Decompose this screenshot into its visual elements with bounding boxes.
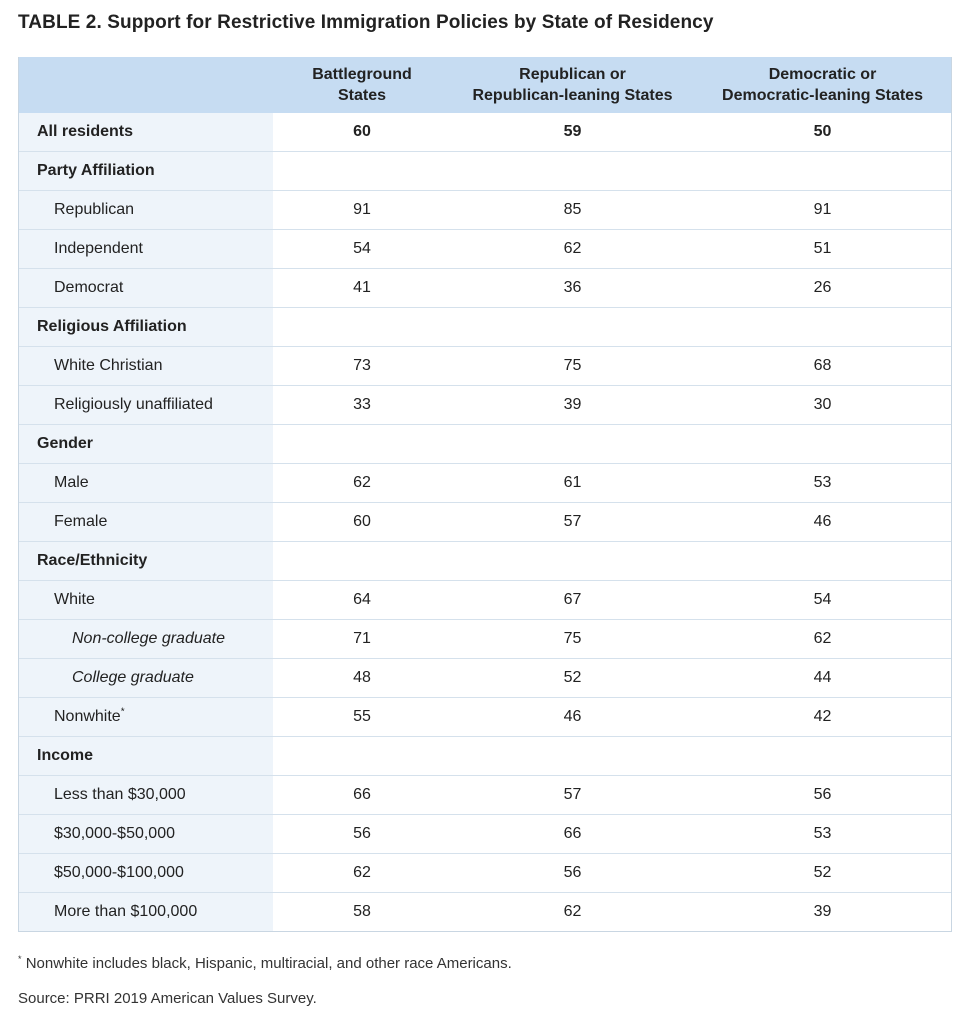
value-cell bbox=[273, 308, 451, 347]
value-cell bbox=[451, 152, 694, 191]
row-label-text: Religious Affiliation bbox=[37, 318, 187, 335]
value-cell: 60 bbox=[273, 113, 451, 152]
value-cell: 62 bbox=[273, 464, 451, 503]
value-cell: 36 bbox=[451, 269, 694, 308]
value-cell: 64 bbox=[273, 581, 451, 620]
value-cell: 85 bbox=[451, 191, 694, 230]
row-label-text: Non-college graduate bbox=[72, 630, 225, 647]
value-cell: 75 bbox=[451, 620, 694, 659]
row-label bbox=[19, 230, 273, 269]
row-label bbox=[19, 113, 273, 152]
row-label-text: Republican bbox=[54, 201, 135, 218]
row-label-text: Gender bbox=[37, 435, 94, 452]
row-label-text: $30,000-$50,000 bbox=[54, 825, 175, 842]
value-cell: 60 bbox=[273, 503, 451, 542]
value-cell: 62 bbox=[273, 854, 451, 893]
row-label-text: Democrat bbox=[54, 279, 124, 296]
row-label bbox=[19, 737, 273, 776]
row-label bbox=[19, 503, 273, 542]
table-row bbox=[19, 503, 951, 542]
value-cell: 44 bbox=[694, 659, 951, 698]
value-cell: 26 bbox=[694, 269, 951, 308]
value-cell: 46 bbox=[694, 503, 951, 542]
value-cell: 62 bbox=[451, 230, 694, 269]
table-row bbox=[19, 152, 951, 191]
row-label bbox=[19, 776, 273, 815]
table-row bbox=[19, 581, 951, 620]
value-cell: 46 bbox=[451, 698, 694, 737]
row-label-text: Party Affiliation bbox=[37, 162, 155, 179]
column-header-line: Democratic-leaning States bbox=[722, 87, 923, 104]
row-label-text: Male bbox=[54, 474, 89, 491]
row-label bbox=[19, 425, 273, 464]
row-label bbox=[19, 620, 273, 659]
value-cell: 71 bbox=[273, 620, 451, 659]
footnote-marker: * bbox=[18, 954, 22, 964]
value-cell: 56 bbox=[451, 854, 694, 893]
value-cell bbox=[451, 308, 694, 347]
value-cell: 33 bbox=[273, 386, 451, 425]
row-label bbox=[19, 152, 273, 191]
data-table-container bbox=[18, 57, 952, 932]
value-cell: 57 bbox=[451, 776, 694, 815]
table-row bbox=[19, 113, 951, 152]
value-cell bbox=[694, 737, 951, 776]
header-row bbox=[19, 57, 951, 113]
column-header-republican-states bbox=[451, 57, 694, 113]
value-cell: 42 bbox=[694, 698, 951, 737]
row-label-text: College graduate bbox=[72, 669, 194, 686]
table-row bbox=[19, 386, 951, 425]
row-label-text: Less than $30,000 bbox=[54, 786, 186, 803]
value-cell: 39 bbox=[451, 386, 694, 425]
value-cell: 52 bbox=[694, 854, 951, 893]
value-cell: 61 bbox=[451, 464, 694, 503]
column-header-line: Battleground bbox=[312, 66, 412, 83]
row-label bbox=[19, 698, 273, 737]
table-row bbox=[19, 854, 951, 893]
table-row bbox=[19, 230, 951, 269]
row-label-text: White bbox=[54, 591, 95, 608]
row-label bbox=[19, 269, 273, 308]
row-label bbox=[19, 347, 273, 386]
table-row bbox=[19, 347, 951, 386]
row-label bbox=[19, 659, 273, 698]
data-table bbox=[19, 57, 951, 931]
value-cell: 55 bbox=[273, 698, 451, 737]
value-cell bbox=[694, 152, 951, 191]
table-row bbox=[19, 269, 951, 308]
column-header-democratic-states bbox=[694, 57, 951, 113]
value-cell bbox=[694, 542, 951, 581]
value-cell bbox=[451, 737, 694, 776]
value-cell: 53 bbox=[694, 464, 951, 503]
table-body bbox=[19, 113, 951, 931]
value-cell: 68 bbox=[694, 347, 951, 386]
row-label bbox=[19, 542, 273, 581]
value-cell: 51 bbox=[694, 230, 951, 269]
table-row bbox=[19, 815, 951, 854]
value-cell: 66 bbox=[451, 815, 694, 854]
value-cell: 48 bbox=[273, 659, 451, 698]
column-header-line: Democratic or bbox=[768, 66, 877, 83]
value-cell: 66 bbox=[273, 776, 451, 815]
row-label-text: Independent bbox=[54, 240, 143, 257]
value-cell: 75 bbox=[451, 347, 694, 386]
table-row bbox=[19, 659, 951, 698]
table-row bbox=[19, 308, 951, 347]
value-cell bbox=[694, 425, 951, 464]
row-label bbox=[19, 191, 273, 230]
value-cell bbox=[273, 152, 451, 191]
value-cell: 50 bbox=[694, 113, 951, 152]
value-cell bbox=[273, 542, 451, 581]
column-header-battleground bbox=[273, 57, 451, 113]
value-cell: 54 bbox=[694, 581, 951, 620]
table-row bbox=[19, 737, 951, 776]
row-label-text: More than $100,000 bbox=[54, 903, 198, 920]
row-label-text: All residents bbox=[37, 123, 134, 140]
table-row bbox=[19, 464, 951, 503]
value-cell: 67 bbox=[451, 581, 694, 620]
row-label-text: White Christian bbox=[54, 357, 163, 374]
value-cell: 91 bbox=[694, 191, 951, 230]
column-header-line: States bbox=[337, 87, 387, 104]
table-row bbox=[19, 893, 951, 932]
column-header-line: Republican-leaning States bbox=[472, 87, 673, 104]
value-cell bbox=[273, 425, 451, 464]
row-label-text: Nonwhite bbox=[54, 708, 121, 725]
table-row bbox=[19, 776, 951, 815]
value-cell: 54 bbox=[273, 230, 451, 269]
value-cell: 56 bbox=[273, 815, 451, 854]
table-row bbox=[19, 698, 951, 737]
value-cell: 58 bbox=[273, 893, 451, 932]
source-note: Source: PRRI 2019 American Values Survey. bbox=[18, 990, 317, 1007]
value-cell: 53 bbox=[694, 815, 951, 854]
row-label bbox=[19, 581, 273, 620]
footnote-text: Nonwhite includes black, Hispanic, multiracial, and other race Americans. bbox=[25, 955, 512, 972]
table-title: TABLE 2. Support for Restrictive Immigration Policies by State of Residency bbox=[18, 12, 714, 33]
row-label bbox=[19, 815, 273, 854]
value-cell: 73 bbox=[273, 347, 451, 386]
value-cell bbox=[273, 737, 451, 776]
value-cell: 62 bbox=[451, 893, 694, 932]
value-cell: 52 bbox=[451, 659, 694, 698]
row-label bbox=[19, 464, 273, 503]
value-cell: 91 bbox=[273, 191, 451, 230]
value-cell: 56 bbox=[694, 776, 951, 815]
value-cell bbox=[451, 425, 694, 464]
value-cell: 59 bbox=[451, 113, 694, 152]
row-label bbox=[19, 386, 273, 425]
value-cell: 57 bbox=[451, 503, 694, 542]
table-row bbox=[19, 620, 951, 659]
value-cell: 62 bbox=[694, 620, 951, 659]
footnote bbox=[18, 954, 512, 972]
value-cell bbox=[694, 308, 951, 347]
value-cell: 39 bbox=[694, 893, 951, 932]
value-cell bbox=[451, 542, 694, 581]
value-cell: 41 bbox=[273, 269, 451, 308]
table-row bbox=[19, 542, 951, 581]
column-header-line: Republican or bbox=[519, 66, 626, 83]
column-header-label bbox=[19, 57, 273, 113]
row-label bbox=[19, 308, 273, 347]
row-label-text: Female bbox=[54, 513, 108, 530]
footnote-marker: * bbox=[120, 706, 125, 718]
value-cell: 30 bbox=[694, 386, 951, 425]
table-row bbox=[19, 425, 951, 464]
row-label-text: Race/Ethnicity bbox=[37, 552, 148, 569]
table-row bbox=[19, 191, 951, 230]
row-label-text: $50,000-$100,000 bbox=[54, 864, 184, 881]
row-label bbox=[19, 893, 273, 932]
row-label-text: Income bbox=[37, 747, 94, 764]
row-label-text: Religiously unaffiliated bbox=[54, 396, 213, 413]
row-label bbox=[19, 854, 273, 893]
